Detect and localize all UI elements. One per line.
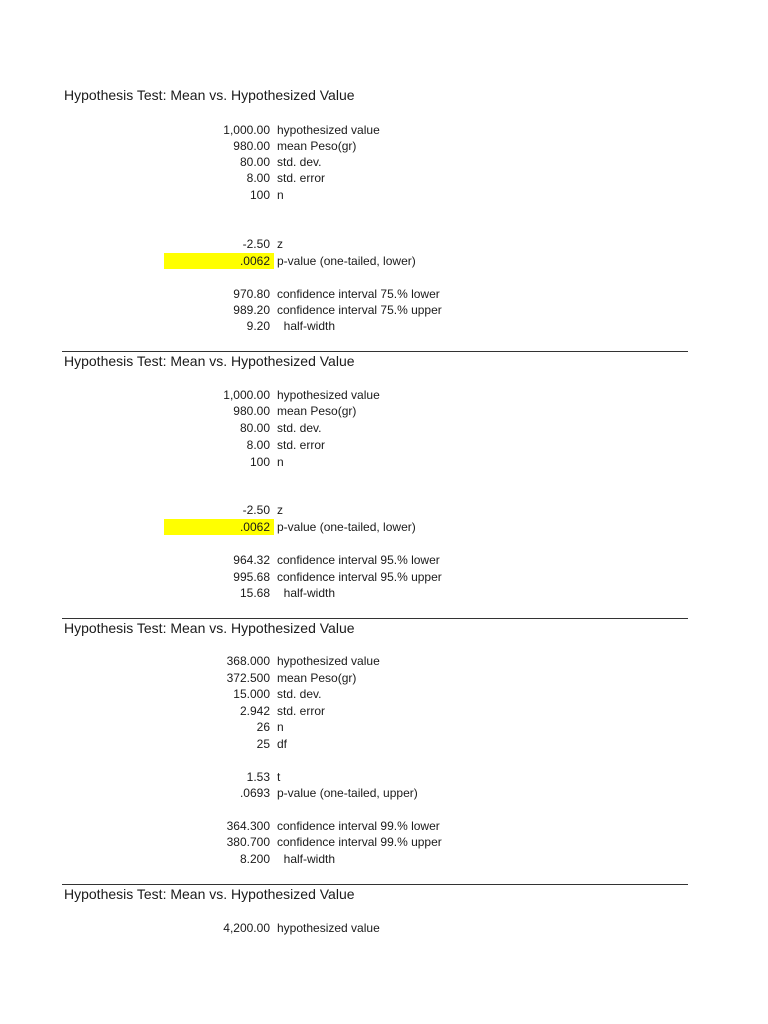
row-label: n bbox=[277, 455, 284, 469]
row-value: 1,000.00 bbox=[223, 388, 270, 402]
row-value: .0693 bbox=[239, 786, 270, 800]
row-label: std. dev. bbox=[277, 421, 322, 435]
row-label: n bbox=[277, 188, 284, 202]
row-value: 100 bbox=[249, 455, 270, 469]
table-row bbox=[0, 703, 768, 719]
table-row bbox=[0, 302, 768, 318]
section-title: Hypothesis Test: Mean vs. Hypothesized Value bbox=[64, 87, 355, 103]
row-label: confidence interval 95.% upper bbox=[277, 570, 442, 584]
row-label: mean Peso(gr) bbox=[277, 671, 357, 685]
row-value: 980.00 bbox=[233, 404, 270, 418]
row-value: 80.00 bbox=[239, 421, 270, 435]
table-row bbox=[0, 253, 768, 269]
table-row bbox=[0, 318, 768, 334]
row-value: 380.700 bbox=[226, 835, 270, 849]
table-row bbox=[0, 834, 768, 850]
row-value: 989.20 bbox=[233, 303, 270, 317]
row-label: mean Peso(gr) bbox=[277, 404, 357, 418]
table-row bbox=[0, 187, 768, 203]
table-row bbox=[0, 769, 768, 785]
row-value: 15.68 bbox=[239, 586, 270, 600]
table-row bbox=[0, 154, 768, 170]
row-value: 26 bbox=[256, 720, 270, 734]
row-label: hypothesized value bbox=[277, 921, 380, 935]
row-label: hypothesized value bbox=[277, 123, 380, 137]
row-label: df bbox=[277, 737, 288, 751]
section-title: Hypothesis Test: Mean vs. Hypothesized Value bbox=[64, 620, 355, 636]
row-label: mean Peso(gr) bbox=[277, 139, 357, 153]
row-label: std. error bbox=[277, 171, 326, 185]
table-row bbox=[0, 719, 768, 735]
row-value: 8.200 bbox=[239, 852, 270, 866]
table-row bbox=[0, 420, 768, 436]
row-label: half-width bbox=[277, 852, 336, 866]
table-row bbox=[0, 236, 768, 252]
row-value: 364.300 bbox=[226, 819, 270, 833]
row-label: z bbox=[277, 503, 283, 517]
row-label: hypothesized value bbox=[277, 388, 380, 402]
table-row bbox=[0, 686, 768, 702]
row-value: 8.00 bbox=[246, 438, 270, 452]
table-row bbox=[0, 437, 768, 453]
table-row bbox=[0, 138, 768, 154]
table-row bbox=[0, 454, 768, 470]
table-row bbox=[0, 519, 768, 535]
table-row bbox=[0, 585, 768, 601]
table-row bbox=[0, 736, 768, 752]
section-divider bbox=[62, 884, 688, 885]
row-label: half-width bbox=[277, 319, 336, 333]
table-row bbox=[0, 785, 768, 801]
row-value: 1.53 bbox=[246, 770, 270, 784]
section-title: Hypothesis Test: Mean vs. Hypothesized Value bbox=[64, 886, 355, 902]
table-row bbox=[0, 670, 768, 686]
row-label: p-value (one-tailed, upper) bbox=[277, 786, 418, 800]
row-label: half-width bbox=[277, 586, 336, 600]
row-value: 964.32 bbox=[233, 553, 270, 567]
table-row bbox=[0, 920, 768, 936]
row-label: confidence interval 95.% lower bbox=[277, 553, 440, 567]
table-row bbox=[0, 122, 768, 138]
table-row bbox=[0, 818, 768, 834]
row-label: hypothesized value bbox=[277, 654, 380, 668]
row-label: std. error bbox=[277, 704, 326, 718]
table-row bbox=[0, 851, 768, 867]
row-value: 9.20 bbox=[246, 319, 270, 333]
row-value: .0062 bbox=[239, 254, 270, 268]
table-row bbox=[0, 403, 768, 419]
table-row bbox=[0, 653, 768, 669]
row-label: std. dev. bbox=[277, 687, 322, 701]
row-value: 2.942 bbox=[239, 704, 270, 718]
row-label: std. dev. bbox=[277, 155, 322, 169]
table-row bbox=[0, 569, 768, 585]
row-value: 15.000 bbox=[233, 687, 270, 701]
row-value: 372.500 bbox=[226, 671, 270, 685]
section-divider bbox=[62, 351, 688, 352]
row-value: -2.50 bbox=[242, 503, 270, 517]
row-label: p-value (one-tailed, lower) bbox=[277, 254, 416, 268]
row-value: 100 bbox=[249, 188, 270, 202]
row-value: 995.68 bbox=[233, 570, 270, 584]
table-row bbox=[0, 170, 768, 186]
row-value: 980.00 bbox=[233, 139, 270, 153]
table-row bbox=[0, 502, 768, 518]
row-value: 1,000.00 bbox=[223, 123, 270, 137]
row-label: confidence interval 99.% upper bbox=[277, 835, 442, 849]
row-value: 970.80 bbox=[233, 287, 270, 301]
table-row bbox=[0, 286, 768, 302]
row-label: confidence interval 75.% upper bbox=[277, 303, 442, 317]
row-value: -2.50 bbox=[242, 237, 270, 251]
row-value: 25 bbox=[256, 737, 270, 751]
section-title: Hypothesis Test: Mean vs. Hypothesized Value bbox=[64, 353, 355, 369]
row-value: 8.00 bbox=[246, 171, 270, 185]
row-value: 368.000 bbox=[226, 654, 270, 668]
row-label: n bbox=[277, 720, 284, 734]
row-value: 4,200.00 bbox=[223, 921, 270, 935]
row-label: std. error bbox=[277, 438, 326, 452]
row-label: confidence interval 75.% lower bbox=[277, 287, 440, 301]
row-value: .0062 bbox=[239, 520, 270, 534]
table-row bbox=[0, 552, 768, 568]
row-value: 80.00 bbox=[239, 155, 270, 169]
table-row bbox=[0, 387, 768, 403]
section-divider bbox=[62, 618, 688, 619]
row-label: confidence interval 99.% lower bbox=[277, 819, 440, 833]
row-label: p-value (one-tailed, lower) bbox=[277, 520, 416, 534]
row-label: t bbox=[277, 770, 281, 784]
row-label: z bbox=[277, 237, 283, 251]
